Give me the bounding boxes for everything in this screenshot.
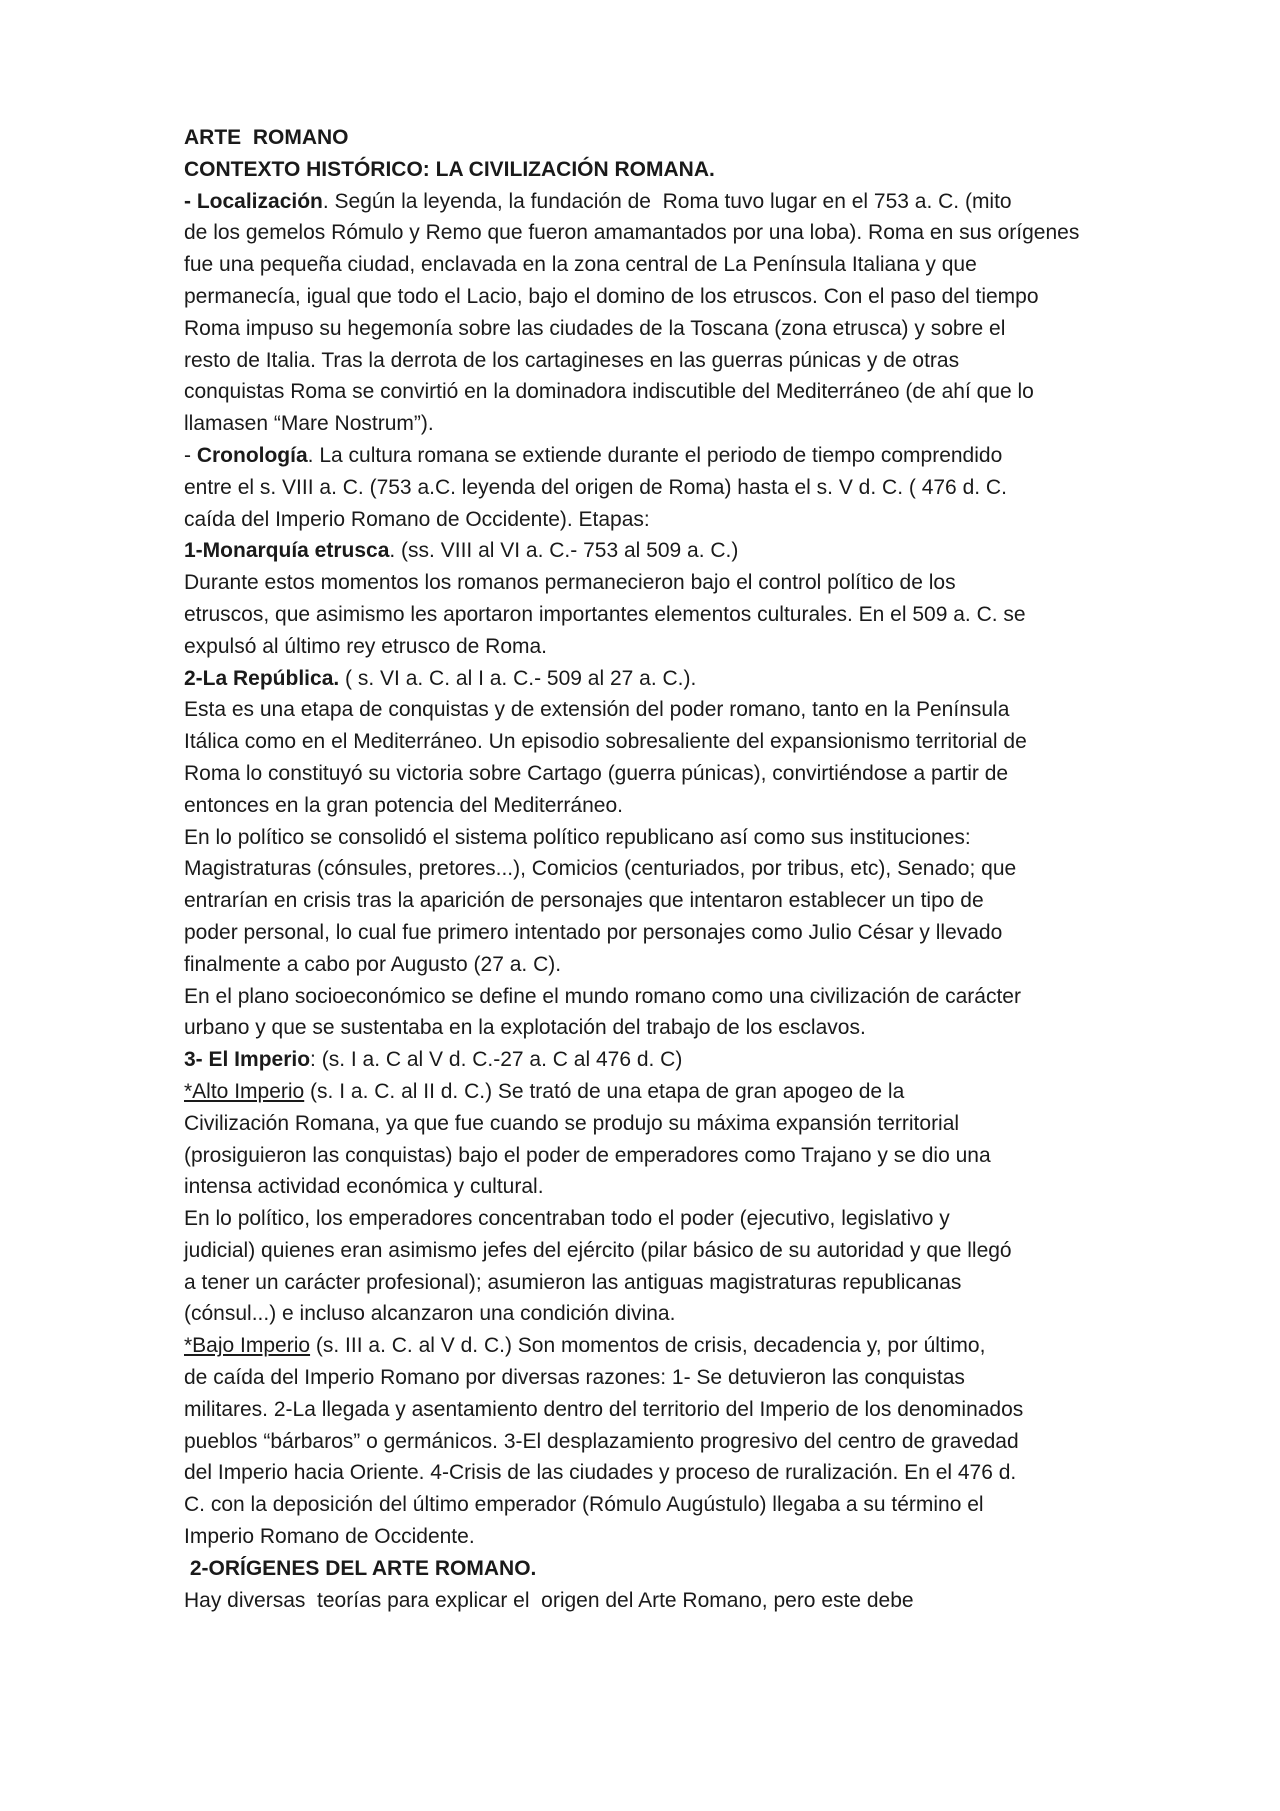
cronologia-label: Cronología bbox=[196, 443, 308, 467]
paragraph-line: de los gemelos Rómulo y Remo que fueron amamantados por una loba). Roma en sus orígenes bbox=[184, 221, 1080, 245]
paragraph-line: En lo político, los emperadores concentraban todo el poder (ejecutivo, legislativo y bbox=[184, 1207, 950, 1231]
paragraph-line: urbano y que se sustentaba en la explotación del trabajo de los esclavos. bbox=[184, 1016, 866, 1040]
paragraph-line: Esta es una etapa de conquistas y de extensión del poder romano, tanto en la Península bbox=[184, 698, 1010, 722]
paragraph-line: finalmente a cabo por Augusto (27 a. C). bbox=[184, 952, 562, 976]
paragraph-line: fue una pequeña ciudad, enclavada en la zona central de La Península Italiana y que bbox=[184, 253, 977, 277]
paragraph-line: Imperio Romano de Occidente. bbox=[184, 1525, 475, 1549]
paragraph-line: Durante estos momentos los romanos permanecieron bajo el control político de los bbox=[184, 571, 956, 595]
paragraph-line: Magistraturas (cónsules, pretores...), Comicios (centuriados, por tribus, etc), Senado; que bbox=[184, 857, 1017, 881]
paragraph-line: del Imperio hacia Oriente. 4-Crisis de las ciudades y proceso de ruralización. En el 476 d. bbox=[184, 1461, 1017, 1485]
document-title: ARTE ROMANO bbox=[184, 126, 349, 149]
paragraph-line: conquistas Roma se convirtió en la dominadora indiscutible del Mediterráneo (de ahí que lo bbox=[184, 380, 1034, 404]
paragraph-line: Itálica como en el Mediterráneo. Un episodio sobresaliente del expansionismo territorial de bbox=[184, 730, 1027, 754]
paragraph-line: Civilización Romana, ya que fue cuando se produjo su máxima expansión territorial bbox=[184, 1111, 960, 1135]
paragraph-line: - Localización. Según la leyenda, la fundación de Roma tuvo lugar en el 753 a. C. (mito bbox=[184, 189, 1012, 213]
paragraph-line: caída del Imperio Romano de Occidente). Etapas: bbox=[184, 507, 650, 531]
paragraph-line: judicial) quienes eran asimismo jefes del ejército (pilar básico de su autoridad y que llegó bbox=[184, 1238, 1012, 1262]
paragraph-line: poder personal, lo cual fue primero intentado por personajes como Julio César y llevado bbox=[184, 920, 1003, 944]
paragraph-line: (prosiguieron las conquistas) bajo el poder de emperadores como Trajano y se dio una bbox=[184, 1143, 991, 1167]
paragraph-line: entrarían en crisis tras la aparición de personajes que intentaron establecer un tipo de bbox=[184, 889, 984, 913]
paragraph-line: (cónsul...) e incluso alcanzaron una condición divina. bbox=[184, 1302, 676, 1326]
paragraph-line: entre el s. VIII a. C. (753 a.C. leyenda del origen de Roma) hasta el s. V d. C. ( 476 d. C. bbox=[184, 475, 1007, 499]
document-page bbox=[184, 122, 1244, 1616]
paragraph-line: de caída del Imperio Romano por diversas razones: 1- Se detuvieron las conquistas bbox=[184, 1366, 965, 1390]
alto-imperio-label: *Alto Imperio bbox=[184, 1079, 305, 1103]
paragraph-line: *Bajo Imperio (s. III a. C. al V d. C.) Son momentos de crisis, decadencia y, por último, bbox=[184, 1334, 986, 1358]
paragraph-line: etruscos, que asimismo les aportaron importantes elementos culturales. En el 509 a. C. se bbox=[184, 602, 1026, 626]
paragraph-line: llamasen “Mare Nostrum”). bbox=[184, 412, 434, 436]
paragraph-line: pueblos “bárbaros” o germánicos. 3-El desplazamiento progresivo del centro de gravedad bbox=[184, 1429, 1019, 1453]
paragraph-line: Roma impuso su hegemonía sobre las ciudades de la Toscana (zona etrusca) y sobre el bbox=[184, 316, 1006, 340]
paragraph-line: 1-Monarquía etrusca. (ss. VIII al VI a. C.- 753 al 509 a. C.) bbox=[184, 539, 739, 563]
localizacion-label: - Localización bbox=[184, 189, 323, 213]
paragraph-line: 2-La República. ( s. VI a. C. al I a. C.- 509 al 27 a. C.). bbox=[184, 666, 697, 690]
section-heading-contexto: CONTEXTO HISTÓRICO: LA CIVILIZACIÓN ROMANA. bbox=[184, 157, 715, 181]
paragraph-line: expulsó al último rey etrusco de Roma. bbox=[184, 634, 547, 658]
paragraph-line: C. con la deposición del último emperador (Rómulo Augústulo) llegaba a su término el bbox=[184, 1493, 984, 1517]
section-heading-origenes: 2-ORÍGENES DEL ARTE ROMANO. bbox=[184, 1556, 537, 1580]
paragraph-line: En el plano socioeconómico se define el mundo romano como una civilización de carácter bbox=[184, 984, 1021, 1008]
paragraph-line: militares. 2-La llegada y asentamiento dentro del territorio del Imperio de los denominados bbox=[184, 1397, 1024, 1421]
imperio-heading: 3- El Imperio bbox=[184, 1048, 311, 1072]
republica-heading: 2-La República. bbox=[184, 666, 340, 690]
paragraph-line: resto de Italia. Tras la derrota de los cartagineses en las guerras púnicas y de otras bbox=[184, 348, 960, 372]
paragraph-line: *Alto Imperio (s. I a. C. al II d. C.) Se trató de una etapa de gran apogeo de la bbox=[184, 1079, 905, 1103]
paragraph-line: Roma lo constituyó su victoria sobre Cartago (guerra púnicas), convirtiéndose a partir de bbox=[184, 761, 1009, 785]
paragraph-line: En lo político se consolidó el sistema político republicano así como sus instituciones: bbox=[184, 825, 971, 849]
paragraph-line: Hay diversas teorías para explicar el origen del Arte Romano, pero este debe bbox=[184, 1588, 914, 1612]
monarquia-heading: 1-Monarquía etrusca bbox=[184, 539, 390, 563]
paragraph-line: permanecía, igual que todo el Lacio, bajo el domino de los etruscos. Con el paso del tiempo bbox=[184, 284, 1039, 308]
paragraph-line: 3- El Imperio: (s. I a. C al V d. C.-27 a. C al 476 d. C) bbox=[184, 1048, 683, 1072]
paragraph-line: a tener un carácter profesional); asumieron las antiguas magistraturas republicanas bbox=[184, 1270, 962, 1294]
paragraph-line: entonces en la gran potencia del Mediterráneo. bbox=[184, 793, 623, 817]
bajo-imperio-label: *Bajo Imperio bbox=[184, 1334, 311, 1358]
paragraph-line: - Cronología. La cultura romana se extiende durante el periodo de tiempo comprendido bbox=[184, 443, 1003, 467]
paragraph-line: intensa actividad económica y cultural. bbox=[184, 1175, 544, 1199]
